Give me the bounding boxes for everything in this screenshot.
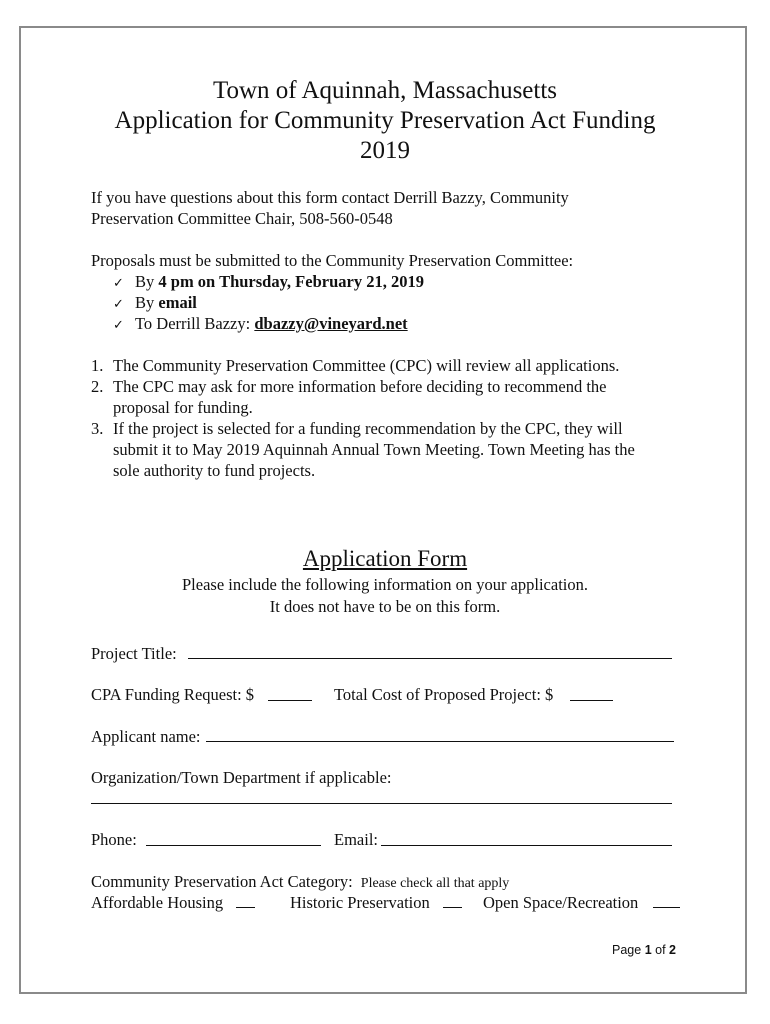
email-field[interactable]	[381, 845, 672, 846]
organization-field[interactable]	[91, 803, 672, 804]
cpa-request-field[interactable]	[268, 700, 312, 701]
checkmark-icon: ✓	[113, 297, 124, 312]
total-cost-label: Total Cost of Proposed Project: $	[334, 685, 554, 704]
deadline-prefix: By	[135, 272, 159, 291]
category-open-space-checkbox[interactable]	[653, 907, 680, 908]
category-affordable-housing-checkbox[interactable]	[236, 907, 255, 908]
form-subtitle-1: Please include the following information on your application.	[182, 575, 588, 594]
applicant-field[interactable]	[206, 741, 674, 742]
email-label: Email:	[334, 830, 378, 849]
contact-line-2: Preservation Committee Chair, 508-560-0548	[91, 209, 393, 228]
total-cost-field[interactable]	[570, 700, 613, 701]
category-label: Community Preservation Act Category:	[91, 872, 353, 891]
cpa-request-label: CPA Funding Request: $	[91, 685, 255, 704]
category-affordable-housing: Affordable Housing	[91, 893, 224, 912]
phone-label: Phone:	[91, 830, 137, 849]
category-historic-preservation: Historic Preservation	[290, 893, 430, 912]
form-subtitle-2: It does not have to be on this form.	[269, 597, 501, 616]
form-title: Application Form	[302, 546, 468, 571]
applicant-label: Applicant name:	[91, 727, 201, 746]
page-number: Page 1 of 2	[612, 943, 676, 957]
category-hint: Please check all that apply	[360, 876, 510, 891]
checkmark-icon: ✓	[113, 276, 124, 291]
submission-intro: Proposals must be submitted to the Community Preservation Committee:	[91, 251, 574, 270]
category-historic-preservation-checkbox[interactable]	[443, 907, 462, 908]
header-application-title: Application for Community Preservation Act Funding	[114, 107, 656, 134]
email-method: email	[158, 293, 197, 312]
deadline-text: 4 pm on Thursday, February 21, 2019	[158, 272, 424, 291]
email-prefix: By	[135, 293, 159, 312]
project-title-label: Project Title:	[91, 644, 177, 663]
contact-line-1: If you have questions about this form contact Derrill Bazzy, Community	[91, 188, 569, 207]
recipient-prefix: To Derrill Bazzy:	[135, 314, 255, 333]
header-town: Town of Aquinnah, Massachusetts	[212, 77, 558, 104]
recipient-email-link[interactable]: dbazzy@vineyard.net	[254, 314, 408, 333]
checkmark-icon: ✓	[113, 318, 124, 333]
project-title-field[interactable]	[188, 658, 672, 659]
header-year: 2019	[360, 137, 410, 164]
organization-label: Organization/Town Department if applicable:	[91, 768, 392, 787]
category-label-row	[91, 871, 509, 894]
category-open-space: Open Space/Recreation	[483, 893, 639, 912]
phone-field[interactable]	[146, 845, 321, 846]
